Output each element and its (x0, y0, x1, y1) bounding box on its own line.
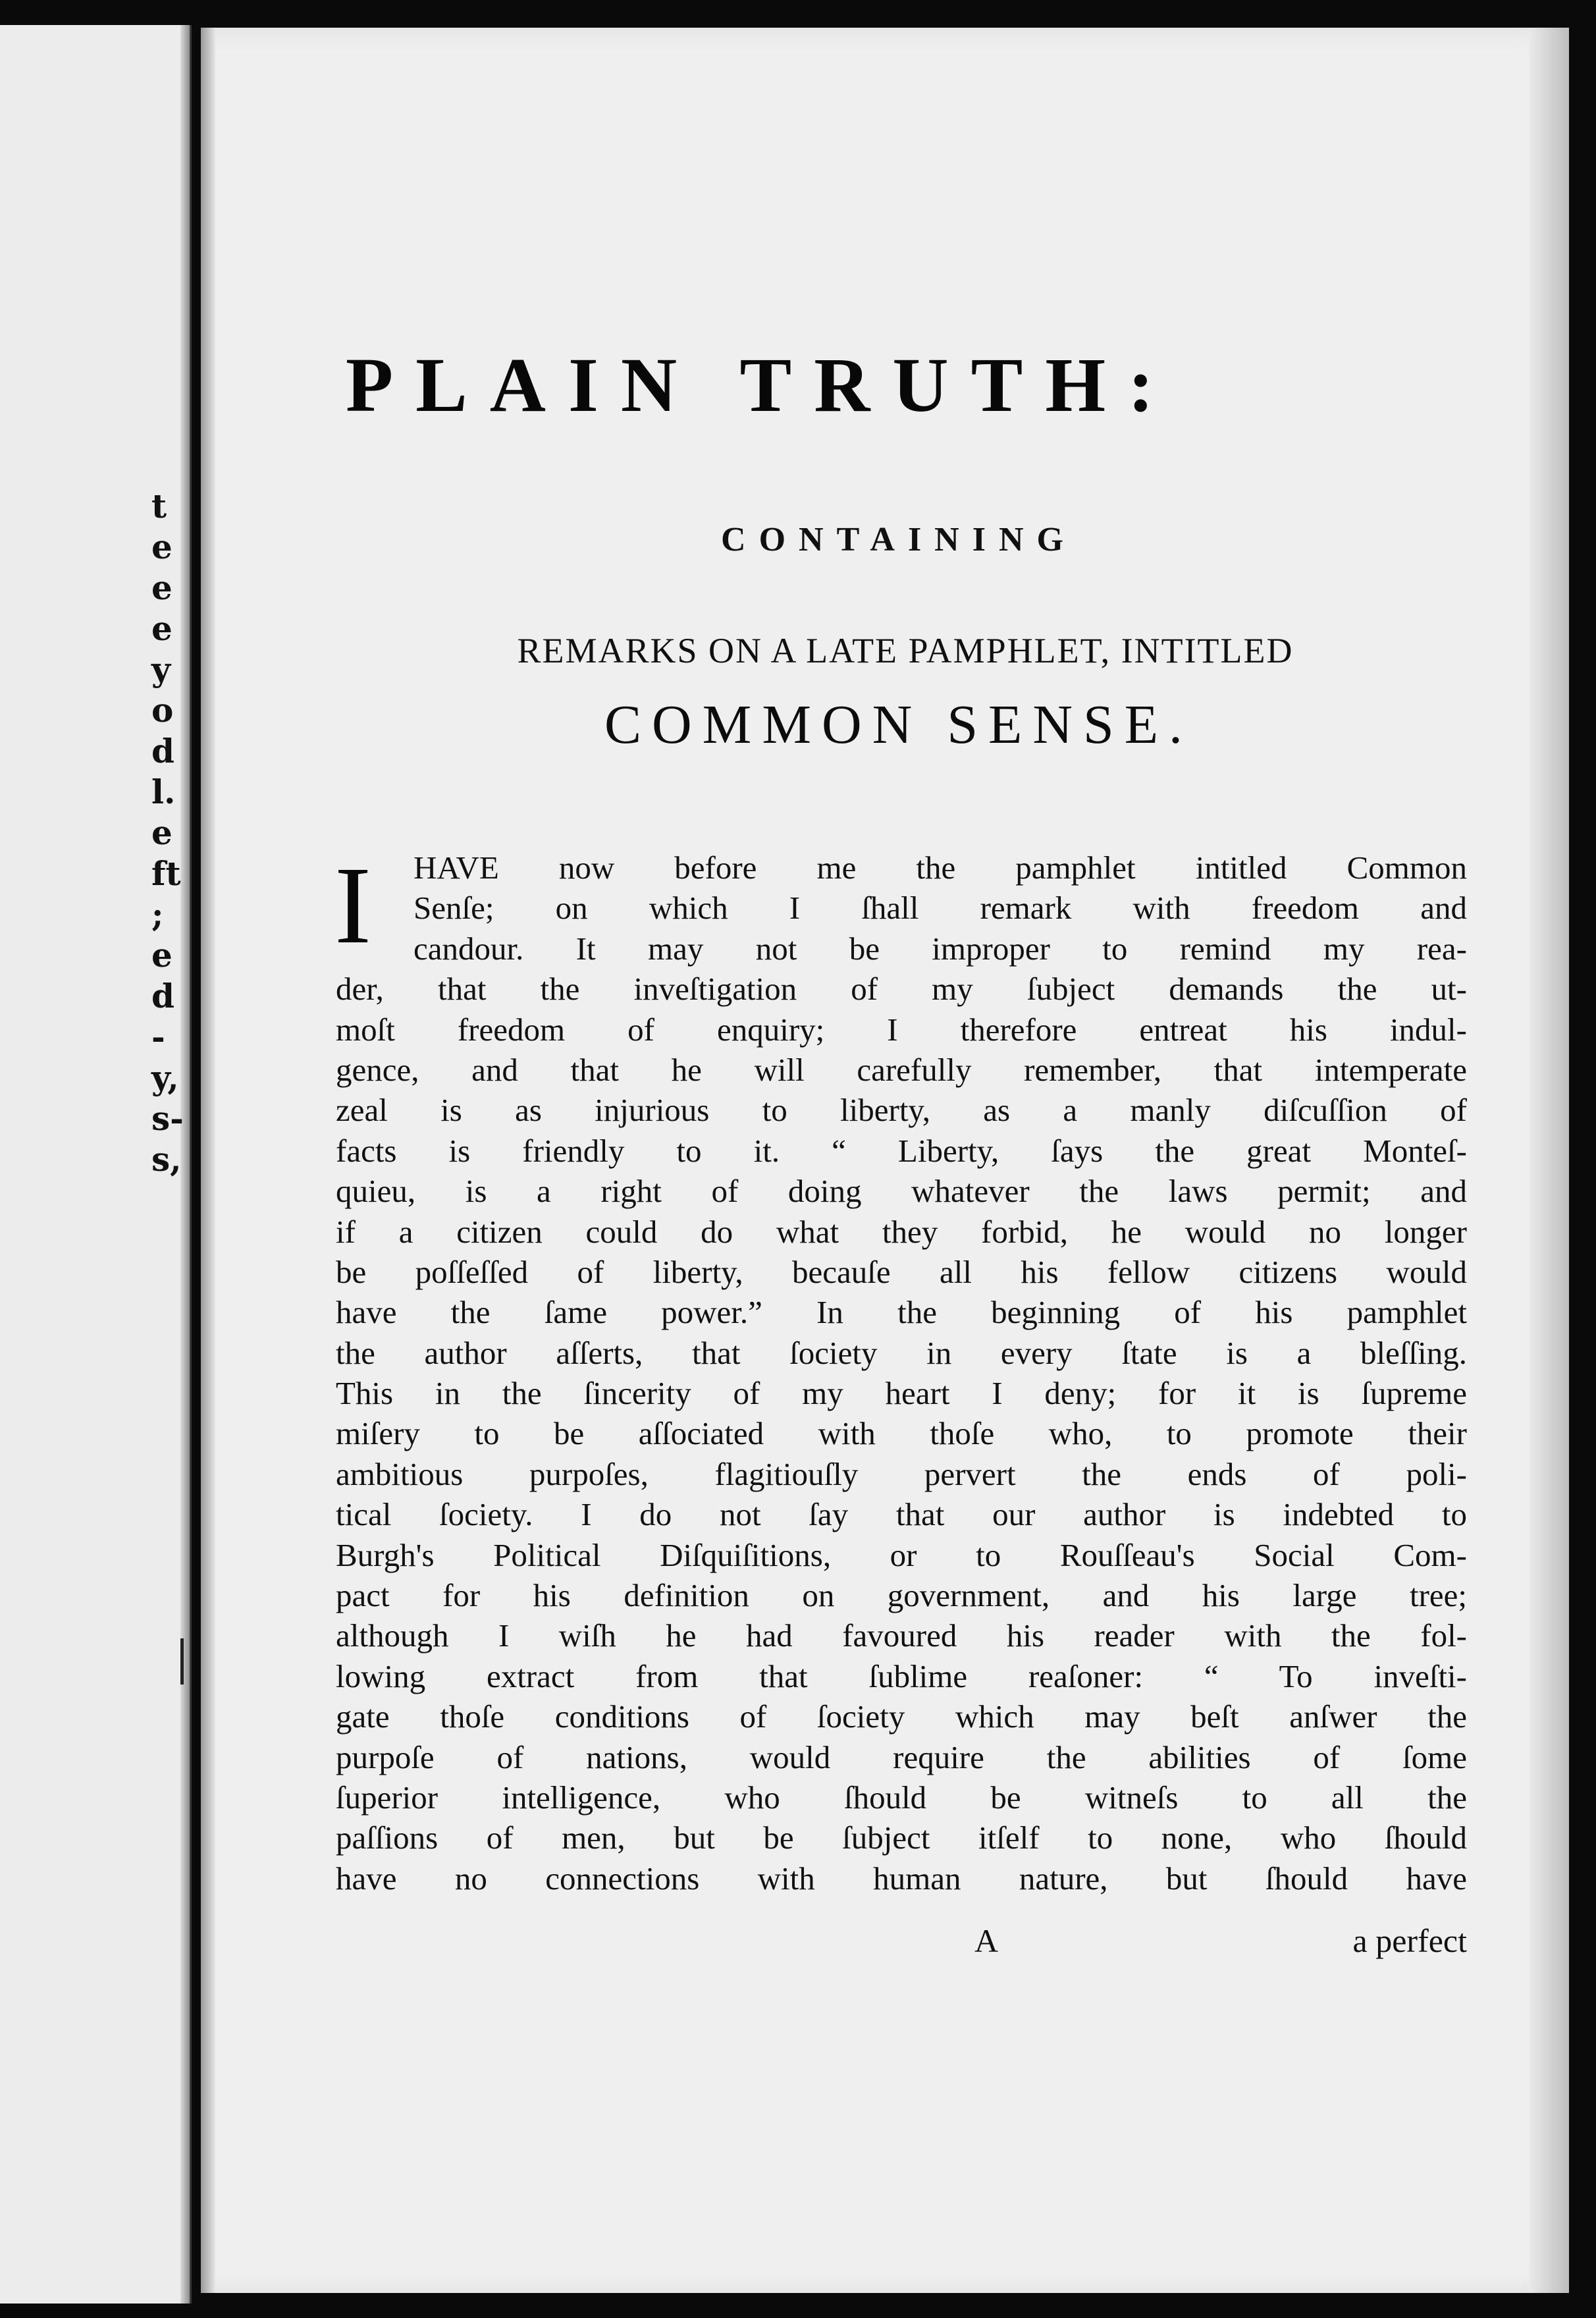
fragment: s- (151, 1099, 184, 1138)
text-line: quieu, is a right of doing whatever the laws permit; and (336, 1173, 1467, 1210)
catchword: a perfect (1352, 1922, 1467, 1959)
text-line: the author aſſerts, that ſociety in every ſtate is a bleſſing. (336, 1334, 1467, 1371)
fragment: l. (151, 772, 176, 811)
remarks-subtitle: REMARKS ON A LATE PAMPHLET, INTITLED (517, 631, 1294, 670)
page-footer (336, 1922, 1467, 1961)
text-line: be poſſeſſed of liberty, becauſe all his fellow citizens would (336, 1253, 1467, 1290)
text-line: moſt freedom of enquiry; I therefore entreat his indul- (336, 1011, 1467, 1048)
text-line: zeal is as injurious to liberty, as a manly diſcuſſion of (336, 1092, 1467, 1129)
text-line: if a citizen could do what they forbid, he would no longer (336, 1213, 1467, 1250)
text-line: tical ſociety. I do not ſay that our author is indebted to (336, 1496, 1467, 1533)
fragment: t (151, 487, 167, 526)
page-binding-shadow (201, 28, 215, 2293)
fragment: e (151, 568, 173, 607)
text-line: paſſions of men, but be ſubject itſelf to none, who ſhould (336, 1819, 1467, 1856)
fragment: e (151, 936, 173, 975)
text-line: candour. It may not be improper to remind my rea- (413, 930, 1467, 967)
text-line: Senſe; on which I ſhall remark with freedom and (413, 890, 1467, 927)
page-title: PLAIN TRUTH: (346, 342, 1177, 428)
text-line: miſery to be aſſociated with thoſe who, to promote their (336, 1415, 1467, 1452)
fragment: d (151, 732, 174, 770)
text-line: lowing extract from that ſublime reaſoner: “ To inveſti- (336, 1658, 1467, 1694)
text-line: purpoſe of nations, would require the abilities of ſome (336, 1738, 1467, 1775)
body-text (334, 844, 1467, 1899)
text-line: ambitious purpoſes, flagitiouſly pervert the ends of poli- (336, 1455, 1467, 1492)
text-line: have the ſame power.” In the beginning of his pamphlet (336, 1294, 1467, 1331)
text-line: gence, and that he will carefully remember, that intemperate (336, 1051, 1467, 1088)
fragment: ft (151, 854, 181, 893)
containing-heading: CONTAINING (721, 521, 1077, 558)
text-line: Burgh's Political Diſquiſitions, or to Rouſſeau's Social Com- (336, 1536, 1467, 1573)
fragment: - (151, 1017, 165, 1056)
fragment: y, (151, 1058, 179, 1097)
drop-cap: I (334, 844, 371, 967)
fragment: s, (151, 1140, 182, 1179)
fragment: e (151, 527, 173, 566)
text-line: der, that the inveſtigation of my ſubject demands the ut- (336, 971, 1467, 1008)
left-facing-page (0, 25, 192, 2304)
signature-mark: A (974, 1922, 999, 1959)
left-page-bracket-mark (180, 1638, 190, 1685)
text-line: ſuperior intelligence, who ſhould be witneſs to all the (336, 1779, 1467, 1816)
fragment: o (151, 691, 174, 730)
text-line: This in the ſincerity of my heart I deny; for it is ſupreme (336, 1375, 1467, 1412)
text-line: HAVE now before me the pamphlet intitled Common (413, 849, 1467, 886)
text-line: although I wiſh he had favoured his reader with the fol- (336, 1617, 1467, 1654)
fragment: ; (151, 895, 164, 934)
text-line: gate thoſe conditions of ſociety which may beſt anſwer the (336, 1698, 1467, 1735)
text-line: have no connections with human nature, but ſhould have (336, 1860, 1467, 1897)
fragment: y (151, 650, 171, 689)
page-fore-edge (1530, 28, 1569, 2293)
common-sense-heading: COMMON SENSE. (604, 694, 1194, 755)
title-page (201, 28, 1569, 2293)
text-line: facts is friendly to it. “ Liberty, ſays the great Monteſ- (336, 1132, 1467, 1169)
fragment: e (151, 813, 173, 852)
fragment: d (151, 977, 174, 1015)
fragment: e (151, 609, 173, 648)
left-page-text-fragments (151, 486, 184, 1180)
text-line: pact for his definition on government, and his large tree; (336, 1577, 1467, 1614)
